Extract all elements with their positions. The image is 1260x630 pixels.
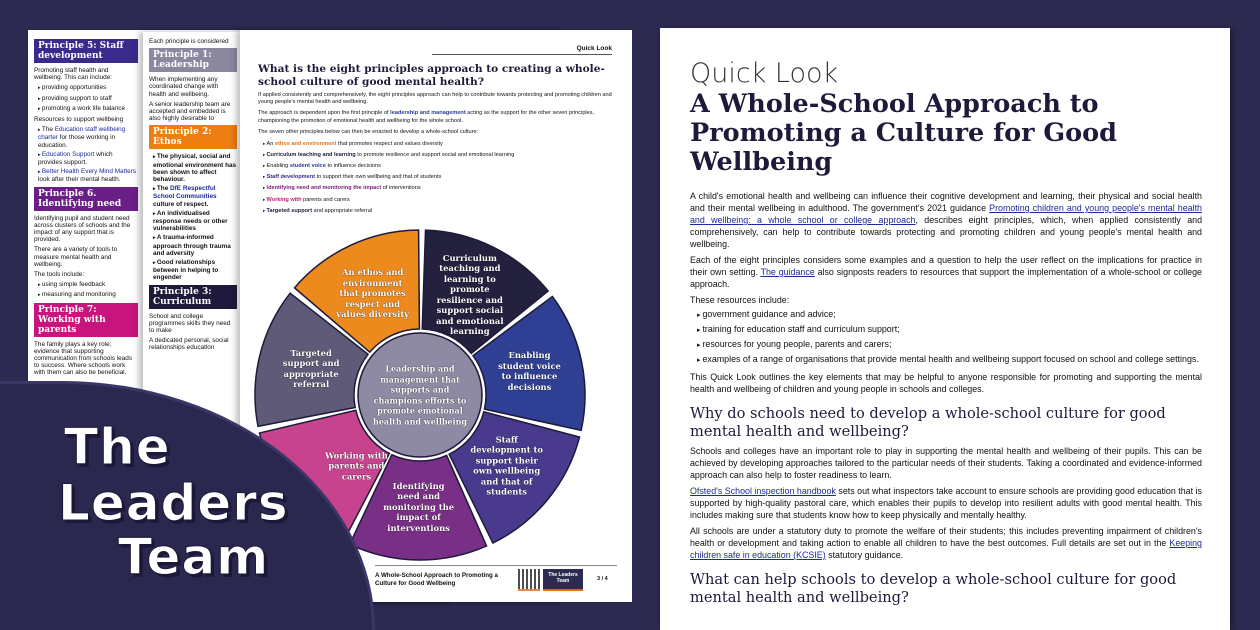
paragraph: Each principle is considered [149, 38, 229, 45]
wheel-segment-label: Enabling student voice to influence decisions [498, 350, 561, 392]
document-preview-page [660, 28, 1230, 630]
list-item: ▸ Education Support which provides support. [38, 151, 138, 166]
list-item: ▸ providing support to staff [38, 95, 138, 103]
brand-logo-line: Team [118, 528, 270, 586]
the-guidance-link[interactable]: The guidance [760, 267, 815, 277]
ofsted-handbook-link[interactable]: Ofsted's School inspection handbook [690, 486, 836, 496]
paragraph: School and college programmes skills they need to make [149, 312, 231, 335]
wheel-segment-label: Identifying need and monitoring the impact of interventions [383, 480, 455, 533]
document-kicker: Quick Look [690, 58, 839, 89]
list-item: ▸ A trauma-informed approach through trauma and adversity [153, 234, 237, 257]
list-item: ▸ using simple feedback [38, 281, 138, 289]
paragraph: When implementing any coordinated change with health and wellbeing. [149, 76, 219, 98]
paragraph: The approach is dependent upon the first principle of leadership and management acting as the support for the other seven principles, championing the promotion of emotional health and wellbeing for the whole school. [258, 110, 595, 124]
principle-2-heading: Principle 2: Ethos [149, 125, 237, 149]
paragraph: These resources include: [690, 295, 790, 305]
document-title: A Whole-School Approach to Promoting a Culture for Good Wellbeing [690, 89, 1118, 177]
list-item: ▸ An individualised response needs or other vulnerabilities [153, 210, 237, 233]
paragraph: If applied consistently and comprehensively, the eight principles approach can help to contribute towards protecting and promoting children and young people's mental health and wellbeing. [258, 92, 612, 106]
principle-list-item: ▸ Identifying need and monitoring the impact of interventions [263, 184, 616, 192]
wheel-segment-label: Working with parents and carers [324, 449, 388, 481]
paragraph: Schools and colleges have an important role to play in supporting the mental health and wellbeing of their pupils. This can be achieved by developing approaches tailored to the particular needs of their students. Taking a coordinated and evidence-informed approach can also help to foster readiness to learn. [690, 446, 1202, 480]
paragraph: Promoting staff health and wellbeing. This can include: [34, 67, 113, 82]
principle-6-heading: Principle 6. Identifying need [34, 187, 138, 211]
brand-logo-line: The [64, 418, 171, 476]
qr-code-icon [518, 569, 540, 591]
principle-5-heading: Principle 5: Staff development [34, 39, 138, 63]
list-item: ▸ The DfE Respectful School Communities culture of respect. [153, 185, 237, 208]
list-item: ▸ resources for young people, parents and carers; [697, 338, 1202, 352]
wheel-segment-label: Targeted support and appropriate referral [282, 347, 340, 390]
link[interactable]: DfE Respectful School Communities [153, 185, 217, 201]
paragraph: Identifying pupil and student need across clusters of schools and the impact of any support that is provided. [34, 214, 131, 244]
footer-logo: The Leaders Team [543, 569, 583, 591]
list-item: ▸ measuring and monitoring [38, 291, 138, 299]
list-item: ▸ Better Health Every Mind Matters look after their mental health. [38, 168, 138, 183]
link[interactable]: Better Health Every Mind Matters [41, 168, 137, 176]
kcsie-link[interactable]: Keeping children safe in education (KCSIE) [690, 538, 1202, 560]
guidance-link[interactable]: Promoting children and young people's mental health and wellbeing: a whole school or college approach [690, 203, 1202, 225]
list-item: ▸ The physical, social and emotional environment has been shown to affect behaviour. [153, 153, 237, 183]
page-footer [375, 565, 617, 595]
principle-list-item: ▸ Staff development to support their own wellbeing and that of students [263, 173, 616, 181]
principle-7-heading: Principle 7: Working with parents [34, 303, 138, 337]
paragraph: This Quick Look outlines the key elements that may be helpful to anyone responsible for promoting and supporting the mental health and wellbeing of children and young people in schools and colleges. [690, 372, 1202, 394]
paragraph: A senior leadership team are accepted and embedded is also highly desirable to [149, 100, 231, 123]
section-heading: Why do schools need to develop a whole-school culture for good mental health and wellbeing? [690, 405, 1166, 440]
principle-list-item: ▸ Curriculum teaching and learning to promote resilience and support social and emotional learning [263, 151, 616, 159]
paragraph: There are a variety of tools to measure mental health and wellbeing. [34, 246, 118, 268]
list-item: ▸ examples of a range of organisations that provide mental health and wellbeing support focused on school and college settings. [697, 353, 1202, 367]
list-item: ▸ training for education staff and curriculum support; [697, 323, 1202, 337]
paragraph: All schools are under a statutory duty to promote the welfare of their students; this includes preventing impairment of children's health or development and taking action to enable all children to have the best outcomes. Full details are set out in the Keeping children safe in education (KCSIE) statutory guidance. [690, 526, 1202, 560]
principle-list-item: ▸ Working with parents and carers [263, 196, 616, 204]
paragraph: Resources to support wellbeing [34, 116, 124, 124]
paragraph: The seven other principles below can then be enacted to develop a whole-school culture: [258, 128, 479, 135]
list-item: ▸ promoting a work life balance [38, 105, 138, 113]
principle-1-heading: Principle 1: Leadership [149, 48, 237, 72]
paragraph: Ofsted's School inspection handbook sets out what inspectors take account to ensure schools are providing good education that is supported by high-quality pastoral care, which enables their pupils to develop into resilient adults with good mental health. This includes making sure that students know how to keep physically and mentally healthy. [690, 486, 1202, 520]
footer-title: A Whole-School Approach to Promoting a Culture for Good Wellbeing [375, 572, 498, 587]
principle-list-item: ▸ Targeted support and appropriate referral [263, 207, 616, 215]
section-heading: What is the eight principles approach to creating a whole-school culture of good mental health? [258, 63, 605, 88]
list-item: ▸ Good relationships between in helping to engender [153, 259, 237, 282]
section-heading: What can help schools to develop a whole-school culture for good mental health and wellbeing? [690, 571, 1177, 606]
link[interactable]: Education Support [41, 150, 95, 158]
brand-logo-line: Leaders [58, 474, 289, 532]
paragraph: The family plays a key role; evidence that supporting communication from schools leads to success. Where schools work with them can also be beneficial. [34, 340, 133, 377]
wheel-segment-label: Curriculum teaching and learning to promote resilience and support social and emotional learning [436, 252, 504, 337]
principle-list-item: ▸ An ethos and environment that promotes respect and values diversity [263, 140, 616, 148]
list-item: ▸ government guidance and advice; [697, 308, 1202, 322]
wheel-segment-label: Staff development to support their own wellbeing and that of students [470, 434, 543, 497]
paragraph: Each of the eight principles considers some examples and a question to help the user reflect on the implications for practice in their own setting. The guidance also signposts readers to resources that support the implementation of a whole-school or college approach. [690, 255, 1202, 289]
principle-3-heading: Principle 3: Curriculum [149, 285, 237, 309]
page-number: 3 / 4 [597, 576, 608, 582]
page-header: Quick Look [432, 45, 612, 55]
paragraph: The tools include: [34, 271, 85, 279]
link[interactable]: Education staff wellbeing charter [38, 126, 126, 142]
wheel-center-label: Leadership and management that supports and champions efforts to promote emotional health and wellbeing [373, 363, 467, 426]
paragraph: A child's emotional health and wellbeing can influence their cognitive development and learning, their physical and social health and their mental wellbeing in adulthood. The government's 2021 guidance Promoting children and young people's mental health and wellbeing: a whole school or college approach, describes eight principles, which, when applied consistently and comprehensively, can help to contribute towards protecting and promoting children and young people's mental health and wellbeing. [690, 191, 1203, 249]
list-item: ▸ The Education staff wellbeing charter for those working in education. [38, 126, 138, 149]
principle-list-item: ▸ Enabling student voice to influence decisions [263, 162, 616, 170]
list-item: ▸ providing opportunities [38, 84, 138, 92]
paragraph: A dedicated personal, social relationships education [149, 337, 229, 352]
wheel-segment-label: An ethos and environment that promotes respect and values diversity [336, 267, 410, 320]
